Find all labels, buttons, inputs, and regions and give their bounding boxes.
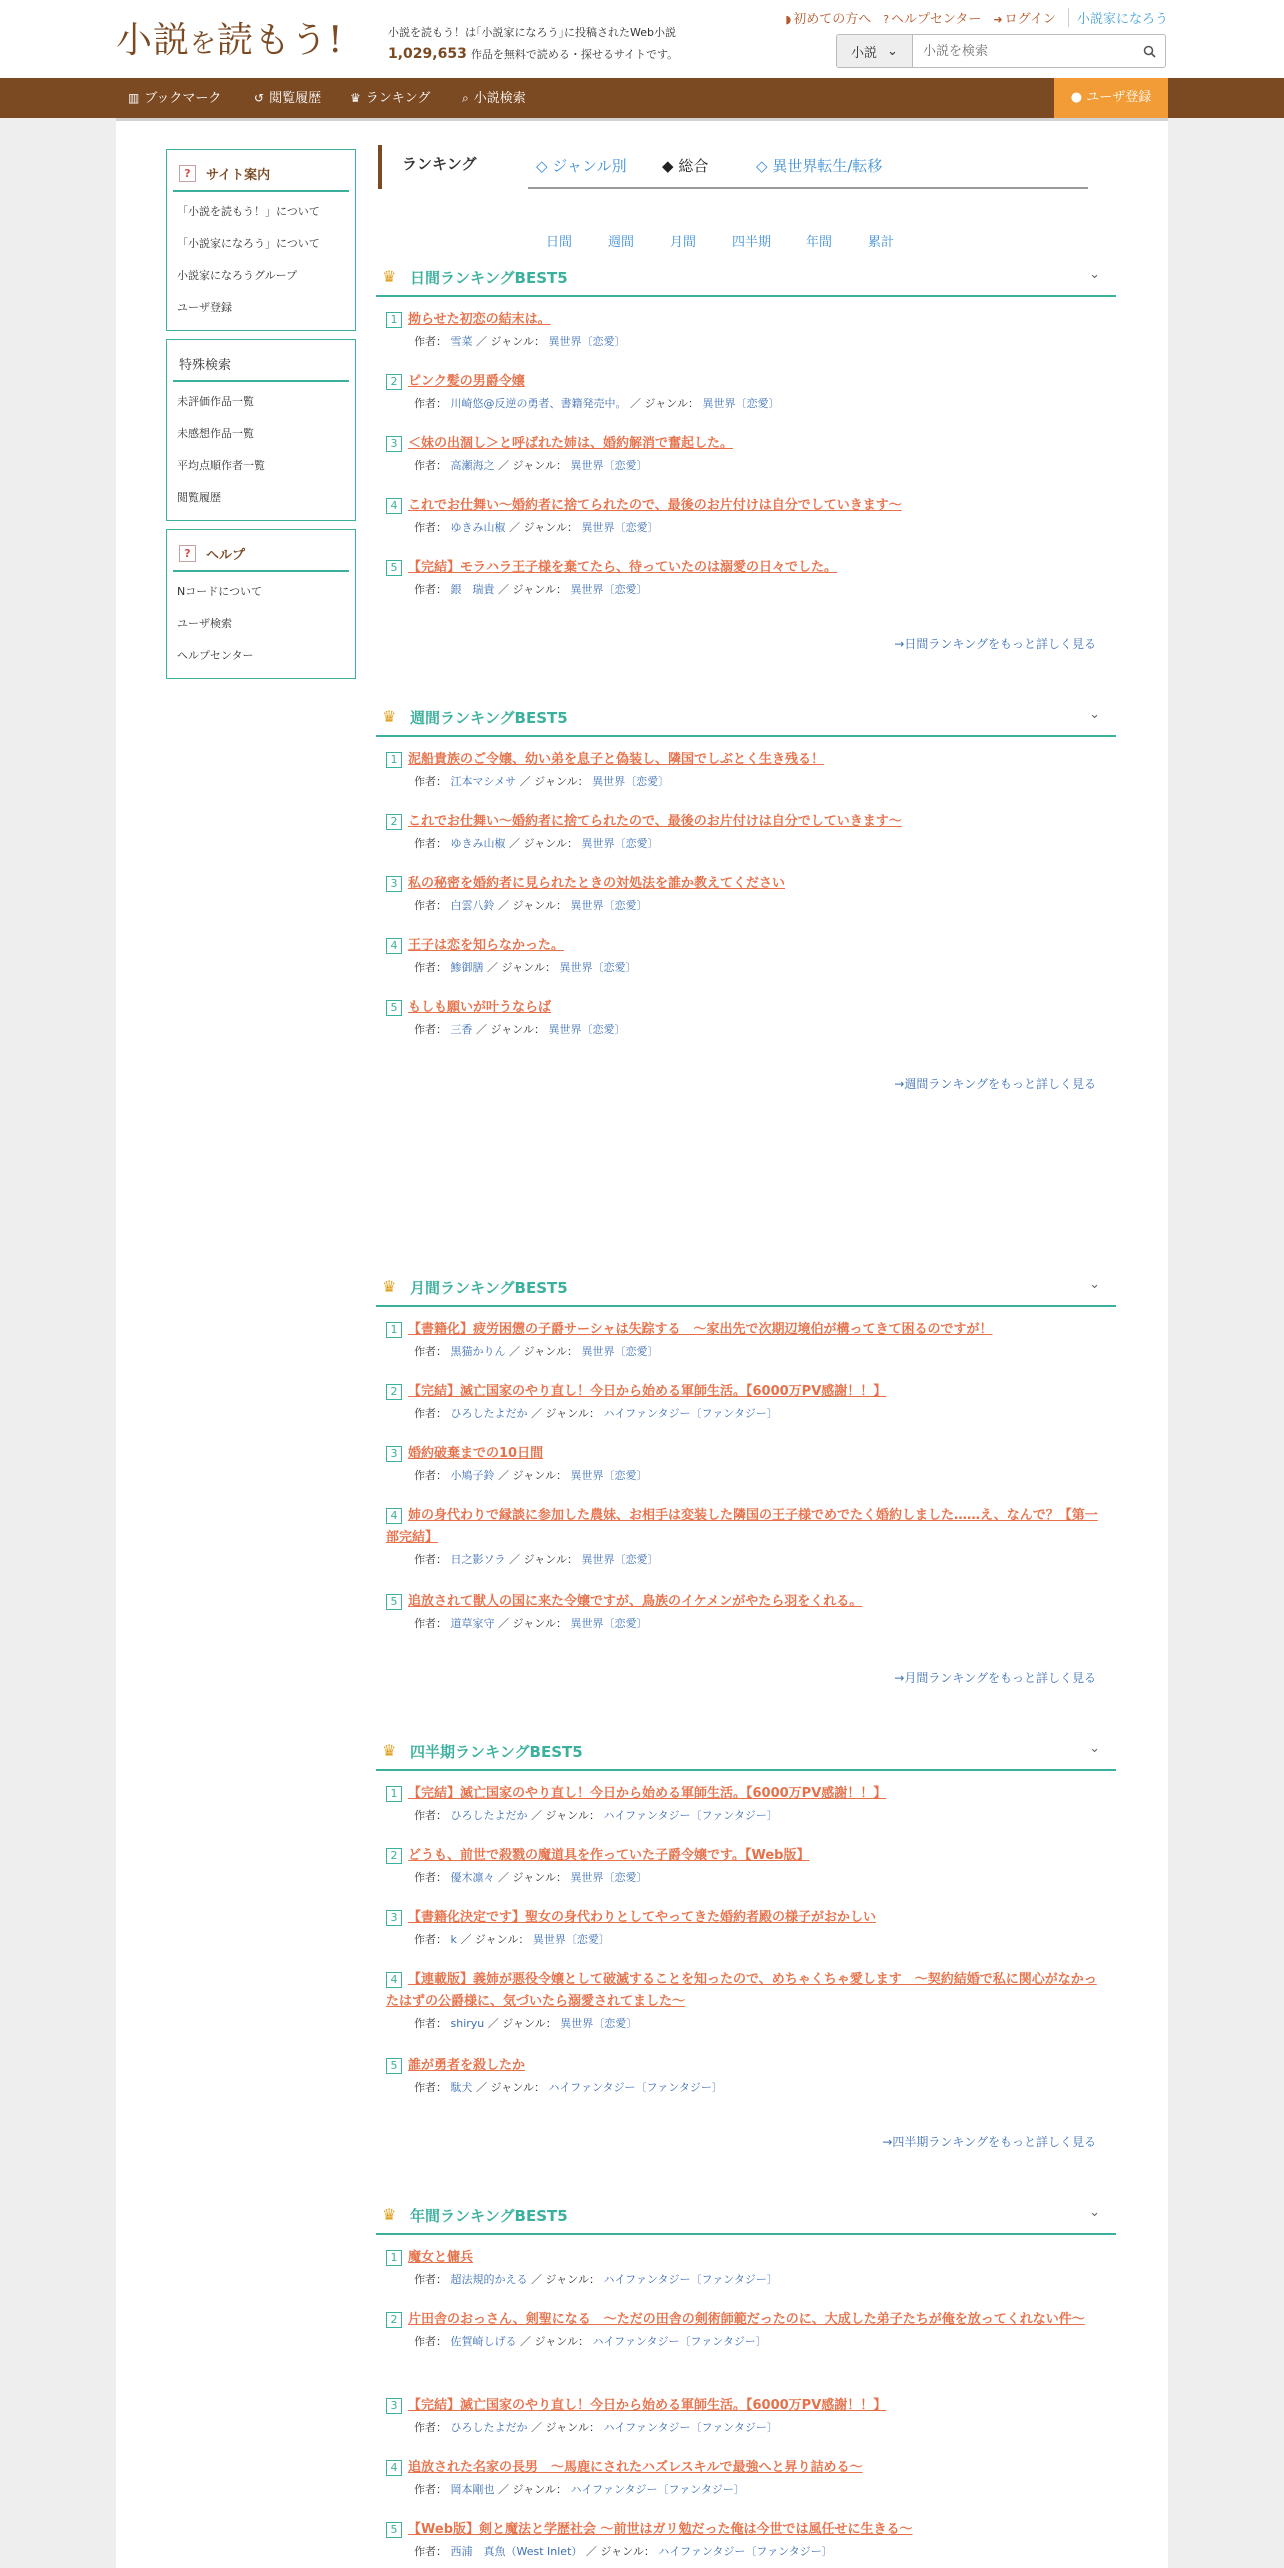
chevron-down-icon[interactable]: ⌄: [1089, 707, 1100, 722]
narou-logo-link[interactable]: 小説家になろう: [1068, 8, 1168, 27]
crown-icon: ♛: [382, 2205, 397, 2224]
novel-title-link[interactable]: 王子は恋を知らなかった。: [408, 938, 565, 953]
work-count: 1,029,653: [388, 46, 467, 62]
genre-link[interactable]: 異世界〔恋愛〕: [570, 899, 648, 912]
section-header[interactable]: [376, 1729, 1116, 1771]
nav-register-button[interactable]: ● ユーザ登録: [1054, 78, 1168, 118]
rank-badge: 5: [386, 2058, 402, 2074]
entry-meta: 作者： shiryu ／ ジャンル： 異世界〔恋愛〕: [414, 2017, 638, 2030]
login-link[interactable]: ➜ ログイン: [993, 12, 1056, 27]
ranking-entry: [386, 2247, 1106, 2291]
entry-meta: 作者： k ／ ジャンル： 異世界〔恋愛〕: [414, 1933, 610, 1946]
more-quarterly-link[interactable]: →四半期ランキングをもっと詳しく見る: [882, 2135, 1096, 2149]
author-link[interactable]: 西浦 真魚（West Inlet）: [450, 2545, 583, 2558]
ranking-entry: [386, 1907, 1106, 1951]
novel-title-link[interactable]: 【書籍化決定です】聖女の身代わりとしてやってきた婚約者殿の様子がおかしい: [408, 1910, 877, 1925]
period-total[interactable]: 累計: [868, 235, 895, 250]
rank-badge: 2: [386, 2312, 402, 2328]
ranking-entry: [386, 433, 1106, 477]
rank-badge: 4: [386, 1508, 402, 1524]
entry-meta: 作者： 黒猫かりん ／ ジャンル： 異世界〔恋愛〕: [414, 1345, 659, 1358]
ranking-entry: [386, 1443, 1106, 1487]
author-link[interactable]: 佐賀崎しげる: [450, 2335, 517, 2348]
crown-icon: ♛: [382, 1277, 397, 1296]
entry-meta: 作者： ゆきみ山椒 ／ ジャンル： 異世界〔恋愛〕: [414, 521, 659, 534]
entry-meta: 作者： 小鳩子鈴 ／ ジャンル： 異世界〔恋愛〕: [414, 1469, 648, 1482]
main-nav: [0, 78, 1284, 118]
ranking-entry: [386, 749, 1106, 793]
more-daily-link[interactable]: →日間ランキングをもっと詳しく見る: [894, 637, 1096, 651]
novel-title-link[interactable]: これでお仕舞い～婚約者に捨てられたので、最後のお片付けは自分でしていきます～: [408, 814, 902, 829]
history-icon: ↺: [254, 91, 265, 105]
login-icon: ➜: [993, 13, 1003, 26]
novel-title-link[interactable]: 【完結】滅亡国家のやり直し！今日から始める軍師生活。【6000万PV感謝！！】: [408, 2398, 887, 2413]
ranking-entry: [386, 2457, 1106, 2501]
sidebar-item-about-yomou[interactable]: 「小説を読もう！」について: [177, 205, 320, 218]
ranking-entry: [386, 1845, 1106, 1889]
sidebar-item-no-review[interactable]: 未感想作品一覧: [177, 427, 254, 440]
rank-badge: 3: [386, 436, 402, 452]
rank-badge: 3: [386, 876, 402, 892]
main-container: [116, 118, 1168, 2568]
novel-title-link[interactable]: 追放された名家の長男 ～馬鹿にされたハズレスキルで最強へと昇り詰める～: [408, 2460, 863, 2475]
question-icon: ?: [179, 545, 196, 562]
ranking-entry: [386, 2055, 1106, 2099]
novel-title-link[interactable]: 魔女と傭兵: [408, 2250, 474, 2265]
novel-title-link[interactable]: 私の秘密を婚約者に見られたときの対処法を誰か教えてください: [408, 876, 786, 891]
rank-badge: 5: [386, 1000, 402, 1016]
entry-meta: 作者： ひろしたよだか ／ ジャンル： ハイファンタジー〔ファンタジー〕: [414, 1809, 778, 1822]
rank-badge: 4: [386, 2460, 402, 2476]
author-link[interactable]: 鯵御膳: [450, 961, 484, 974]
period-yearly[interactable]: 年間: [806, 235, 833, 250]
entry-meta: 作者： 雪菜 ／ ジャンル： 異世界〔恋愛〕: [414, 335, 626, 348]
sidebar-guide: [166, 149, 356, 331]
genre-link[interactable]: 異世界〔恋愛〕: [560, 2017, 638, 2030]
genre-link[interactable]: 異世界〔恋愛〕: [581, 837, 659, 850]
rank-badge: 3: [386, 1446, 402, 1462]
crown-icon: ♛: [382, 707, 397, 726]
novel-title-link[interactable]: 【完結】モラハラ王子様を棄てたら、待っていたのは溺愛の日々でした。: [408, 560, 838, 575]
genre-link[interactable]: ハイファンタジー〔ファンタジー〕: [548, 2081, 723, 2094]
tab-underline: [528, 187, 1088, 189]
sidebar-item-about-narou[interactable]: 「小説家になろう」について: [177, 237, 320, 250]
novel-title-link[interactable]: 【書籍化】疲労困憊の子爵サーシャは失踪する ～家出先で次期辺境伯が構ってきて困るのですが！: [408, 1322, 993, 1337]
author-link[interactable]: 黒猫かりん: [450, 1345, 506, 1358]
rank-badge: 4: [386, 938, 402, 954]
entry-meta: 作者： 西浦 真魚（West Inlet） ／ ジャンル： ハイファンタジー〔ファンタジー〕: [414, 2545, 833, 2558]
question-icon: ?: [179, 165, 196, 182]
author-link[interactable]: 三香: [450, 1023, 473, 1036]
author-link[interactable]: 小鳩子鈴: [450, 1469, 495, 1482]
genre-link[interactable]: 異世界〔恋愛〕: [559, 961, 637, 974]
novel-title-link[interactable]: どうも、前世で殺戮の魔道具を作っていた子爵令嬢です。【Web版】: [408, 1848, 810, 1863]
ranking-entry: [386, 1591, 1106, 1635]
author-link[interactable]: ゆきみ山椒: [450, 521, 506, 534]
section-header[interactable]: [376, 2193, 1116, 2235]
novel-title-link[interactable]: 泥船貴族のご令嬢、幼い弟を息子と偽装し、隣国でしぶとく生き残る！: [408, 752, 825, 767]
sidebar-item-ncode[interactable]: Nコードについて: [177, 585, 263, 598]
crown-icon: ♛: [350, 91, 361, 105]
search-input[interactable]: [913, 35, 1133, 67]
rank-badge: 1: [386, 1322, 402, 1338]
novel-title-link[interactable]: 片田舎のおっさん、剣聖になる ～ただの田舎の剣術師範だったのに、大成した弟子たちが俺を放ってくれない件～: [408, 2312, 1085, 2327]
beginner-link[interactable]: ◗ 初めての方へ: [785, 12, 872, 27]
entry-meta: 作者： 佐賀崎しげる ／ ジャンル： ハイファンタジー〔ファンタジー〕: [414, 2335, 767, 2348]
help-center-link[interactable]: ? ヘルプセンター: [883, 12, 982, 27]
chevron-down-icon[interactable]: ⌄: [1089, 1277, 1100, 1292]
top-links: [785, 8, 1168, 27]
site-logo[interactable]: 小説を読もう!: [116, 20, 344, 61]
novel-title-link[interactable]: 誰が勇者を殺したか: [408, 2058, 526, 2073]
novel-title-link[interactable]: これでお仕舞い～婚約者に捨てられたので、最後のお片付けは自分でしていきます～: [408, 498, 902, 513]
novel-title-link[interactable]: 婚約破棄までの10日間: [408, 1446, 544, 1461]
entry-meta: 作者： 道草家守 ／ ジャンル： 異世界〔恋愛〕: [414, 1617, 648, 1630]
genre-link[interactable]: ハイファンタジー〔ファンタジー〕: [603, 2273, 778, 2286]
entry-meta: 作者： ひろしたよだか ／ ジャンル： ハイファンタジー〔ファンタジー〕: [414, 2421, 778, 2434]
genre-link[interactable]: ハイファンタジー〔ファンタジー〕: [603, 2421, 778, 2434]
ranking-entry: [386, 935, 1106, 979]
ranking-entry: [386, 495, 1106, 539]
entry-meta: 作者： 三香 ／ ジャンル： 異世界〔恋愛〕: [414, 1023, 626, 1036]
section-header[interactable]: [376, 1265, 1116, 1307]
site-tagline: 小説を読もう！は｢小説家になろう｣に投稿されたWeb小説: [388, 26, 676, 39]
novel-title-link[interactable]: 【連載版】義姉が悪役令嬢として破滅することを知ったので、めちゃくちゃ愛します ～契約結婚で私に関心がなかったはずの公爵様に、気づいたら溺愛されてました～: [386, 1972, 1097, 2009]
book-icon: ◗: [785, 13, 792, 26]
entry-meta: 作者： 岡本剛也 ／ ジャンル： ハイファンタジー〔ファンタジー〕: [414, 2483, 745, 2496]
search-icon[interactable]: [1133, 35, 1165, 67]
author-link[interactable]: ゆきみ山椒: [450, 837, 506, 850]
section-title: 月間ランキングBEST5: [410, 1279, 568, 1297]
work-count-line: 1,029,653 作品を無料で読める・探せるサイトです。: [388, 46, 679, 62]
rank-badge: 4: [386, 1972, 402, 1988]
genre-link[interactable]: ハイファンタジー〔ファンタジー〕: [570, 2483, 745, 2496]
entry-meta: 作者： 日之影ソラ ／ ジャンル： 異世界〔恋愛〕: [414, 1553, 659, 1566]
search-type-select[interactable]: 小説 ⌄: [837, 35, 913, 67]
novel-title-link[interactable]: 追放されて獣人の国に来た令嬢ですが、鳥族のイケメンがやたら羽をくれる。: [408, 1594, 863, 1609]
section-title: 日間ランキングBEST5: [410, 269, 568, 287]
author-link[interactable]: 超法規的かえる: [450, 2273, 528, 2286]
ranking-entry: [386, 997, 1106, 1041]
sidebar-special-search: [166, 339, 356, 521]
author-link[interactable]: 川崎悠@反逆の勇者、書籍発売中。: [450, 397, 627, 410]
rank-badge: 2: [386, 1848, 402, 1864]
sidebar-help-title: ? ヘルプ: [173, 536, 349, 572]
author-link[interactable]: 白雲八鈴: [450, 899, 495, 912]
entry-meta: 作者： 超法規的かえる ／ ジャンル： ハイファンタジー〔ファンタジー〕: [414, 2273, 778, 2286]
sidebar-item-average-authors[interactable]: 平均点順作者一覧: [177, 459, 265, 472]
genre-link[interactable]: 異世界〔恋愛〕: [570, 1617, 648, 1630]
ranking-entry: [386, 2519, 1106, 2563]
period-quarterly[interactable]: 四半期: [732, 235, 772, 250]
sidebar-item-group[interactable]: 小説家になろうグループ: [177, 269, 298, 282]
tab-isekai[interactable]: ◇ 異世界転生/転移: [756, 157, 883, 175]
genre-link[interactable]: 異世界〔恋愛〕: [570, 1469, 648, 1482]
sidebar-item-help-center[interactable]: ヘルプセンター: [177, 649, 254, 662]
sidebar-item-history[interactable]: 閲覧履歴: [177, 491, 221, 504]
author-link[interactable]: 優木凛々: [450, 1871, 495, 1884]
ranking-entry: [386, 1381, 1106, 1425]
ranking-entry: [386, 309, 1106, 353]
page-title: ランキング: [378, 145, 528, 189]
novel-title-link[interactable]: 【完結】滅亡国家のやり直し！今日から始める軍師生活。【6000万PV感謝！！】: [408, 1384, 887, 1399]
novel-title-link[interactable]: 【完結】滅亡国家のやり直し！今日から始める軍師生活。【6000万PV感謝！！】: [408, 1786, 887, 1801]
entry-meta: 作者： ゆきみ山椒 ／ ジャンル： 異世界〔恋愛〕: [414, 837, 659, 850]
author-link[interactable]: ひろしたよだか: [450, 1809, 528, 1822]
genre-link[interactable]: ハイファンタジー〔ファンタジー〕: [603, 1407, 778, 1420]
period-weekly[interactable]: 週間: [608, 235, 635, 250]
sidebar-help: [166, 529, 356, 679]
search-icon: ⌕: [462, 91, 469, 105]
nav-bookmark[interactable]: ▥ ブックマーク: [128, 91, 222, 106]
section-title: 年間ランキングBEST5: [410, 2207, 568, 2225]
genre-link[interactable]: ハイファンタジー〔ファンタジー〕: [658, 2545, 833, 2558]
section-header[interactable]: [376, 695, 1116, 737]
author-link[interactable]: 銀 瑞貴: [450, 583, 495, 596]
novel-title-link[interactable]: ＜妹の出涸し＞と呼ばれた姉は、婚約解消で奮起した。: [408, 436, 734, 451]
rank-badge: 5: [386, 2522, 402, 2538]
ranking-entry: [386, 2309, 1106, 2353]
crown-icon: ♛: [382, 267, 397, 286]
sidebar-item-user-search[interactable]: ユーザ検索: [177, 617, 232, 630]
genre-link[interactable]: 異世界〔恋愛〕: [592, 775, 670, 788]
period-daily[interactable]: 日間: [546, 235, 573, 250]
author-link[interactable]: 道草家守: [450, 1617, 495, 1630]
nav-search[interactable]: ⌕ 小説検索: [462, 91, 526, 106]
sidebar-special-title: 特殊検索: [173, 346, 349, 382]
novel-title-link[interactable]: もしも願いが叶うならば: [408, 1000, 552, 1015]
ranking-entry: [386, 873, 1106, 917]
genre-link[interactable]: 異世界〔恋愛〕: [570, 1871, 648, 1884]
crown-icon: ♛: [382, 1741, 397, 1760]
chevron-down-icon[interactable]: ⌄: [1089, 267, 1100, 282]
genre-link[interactable]: ハイファンタジー〔ファンタジー〕: [603, 1809, 778, 1822]
sidebar-guide-title: ? サイト案内: [173, 156, 349, 192]
entry-meta: 作者： 優木凛々 ／ ジャンル： 異世界〔恋愛〕: [414, 1871, 648, 1884]
search-form: [836, 34, 1166, 68]
chevron-down-icon[interactable]: ⌄: [1089, 1741, 1100, 1756]
section-title: 週間ランキングBEST5: [410, 709, 568, 727]
genre-link[interactable]: 異世界〔恋愛〕: [581, 521, 659, 534]
rank-badge: 1: [386, 312, 402, 328]
ranking-entry: [386, 1783, 1106, 1827]
section-header[interactable]: [376, 255, 1116, 297]
author-link[interactable]: 駄犬: [450, 2081, 473, 2094]
genre-link[interactable]: 異世界〔恋愛〕: [570, 583, 648, 596]
rank-badge: 1: [386, 752, 402, 768]
genre-link[interactable]: 異世界〔恋愛〕: [581, 1553, 659, 1566]
rank-badge: 1: [386, 2250, 402, 2266]
author-link[interactable]: ひろしたよだか: [450, 2421, 528, 2434]
genre-link[interactable]: 異世界〔恋愛〕: [581, 1345, 659, 1358]
entry-meta: 作者： 鯵御膳 ／ ジャンル： 異世界〔恋愛〕: [414, 961, 637, 974]
author-link[interactable]: ひろしたよだか: [450, 1407, 528, 1420]
rank-badge: 5: [386, 560, 402, 576]
sidebar-item-register[interactable]: ユーザ登録: [177, 301, 232, 314]
sidebar-item-unrated[interactable]: 未評価作品一覧: [177, 395, 254, 408]
genre-link[interactable]: 異世界〔恋愛〕: [702, 397, 780, 410]
rank-badge: 3: [386, 1910, 402, 1926]
more-weekly-link[interactable]: →週間ランキングをもっと詳しく見る: [894, 1077, 1096, 1091]
site-header: [0, 0, 1284, 78]
rank-badge: 4: [386, 498, 402, 514]
genre-link[interactable]: 異世界〔恋愛〕: [570, 459, 648, 472]
ranking-entry: [386, 1505, 1106, 1571]
entry-meta: 作者： 白雲八鈴 ／ ジャンル： 異世界〔恋愛〕: [414, 899, 648, 912]
period-monthly[interactable]: 月間: [670, 235, 697, 250]
ranking-entry: [386, 1319, 1106, 1363]
author-link[interactable]: 雪菜: [450, 335, 473, 348]
question-icon: ?: [883, 13, 890, 26]
author-link[interactable]: 高瀬海之: [450, 459, 495, 472]
novel-title-link[interactable]: 拗らせた初恋の結末は。: [408, 312, 551, 327]
tab-genre[interactable]: ◇ ジャンル別: [536, 157, 627, 175]
author-link[interactable]: 岡本剛也: [450, 2483, 495, 2496]
entry-meta: 作者： 高瀬海之 ／ ジャンル： 異世界〔恋愛〕: [414, 459, 648, 472]
entry-meta: 作者： 駄犬 ／ ジャンル： ハイファンタジー〔ファンタジー〕: [414, 2081, 723, 2094]
author-link[interactable]: k: [450, 1933, 457, 1946]
rank-badge: 1: [386, 1786, 402, 1802]
tab-overall[interactable]: ◆ 総合: [662, 157, 709, 175]
ranking-entry: [386, 1969, 1106, 2035]
chevron-down-icon: ⌄: [887, 43, 898, 59]
rank-badge: 2: [386, 374, 402, 390]
rank-badge: 3: [386, 2398, 402, 2414]
author-link[interactable]: shiryu: [450, 2017, 485, 2030]
rank-badge: 5: [386, 1594, 402, 1610]
novel-title-link[interactable]: 姉の身代わりで縁談に参加した農妹、お相手は変装した隣国の王子様でめでたく婚約しました……え、なんで？【第一部完結】: [386, 1508, 1098, 1545]
author-link[interactable]: 日之影ソラ: [450, 1553, 506, 1566]
ranking-entry: [386, 2395, 1106, 2439]
chevron-down-icon[interactable]: ⌄: [1089, 2205, 1100, 2220]
entry-meta: 作者： 銀 瑞貴 ／ ジャンル： 異世界〔恋愛〕: [414, 583, 648, 596]
ranking-entry: [386, 371, 1106, 415]
entry-meta: 作者： 江本マシメサ ／ ジャンル： 異世界〔恋愛〕: [414, 775, 670, 788]
ranking-entry: [386, 811, 1106, 855]
novel-title-link[interactable]: ピンク髪の男爵令嬢: [408, 374, 525, 389]
entry-meta: 作者： ひろしたよだか ／ ジャンル： ハイファンタジー〔ファンタジー〕: [414, 1407, 778, 1420]
genre-link[interactable]: 異世界〔恋愛〕: [548, 335, 626, 348]
ranking-entry: [386, 557, 1106, 601]
genre-link[interactable]: ハイファンタジー〔ファンタジー〕: [592, 2335, 767, 2348]
novel-title-link[interactable]: 【Web版】剣と魔法と学歴社会 ～前世はガリ勉だった俺は今世では風任せに生きる～: [408, 2522, 913, 2537]
genre-link[interactable]: 異世界〔恋愛〕: [548, 1023, 626, 1036]
bookmark-icon: ▥: [128, 91, 140, 105]
entry-meta: 作者： 川崎悠@反逆の勇者、書籍発売中。 ／ ジャンル： 異世界〔恋愛〕: [414, 397, 780, 410]
nav-history[interactable]: ↺ 閲覧履歴: [254, 91, 322, 106]
rank-badge: 2: [386, 814, 402, 830]
nav-ranking[interactable]: ♛ ランキング: [350, 91, 431, 106]
rank-badge: 2: [386, 1384, 402, 1400]
author-link[interactable]: 江本マシメサ: [450, 775, 517, 788]
genre-link[interactable]: 異世界〔恋愛〕: [532, 1933, 610, 1946]
section-title: 四半期ランキングBEST5: [410, 1743, 583, 1761]
user-icon: ●: [1070, 90, 1087, 105]
more-monthly-link[interactable]: →月間ランキングをもっと詳しく見る: [894, 1671, 1096, 1685]
